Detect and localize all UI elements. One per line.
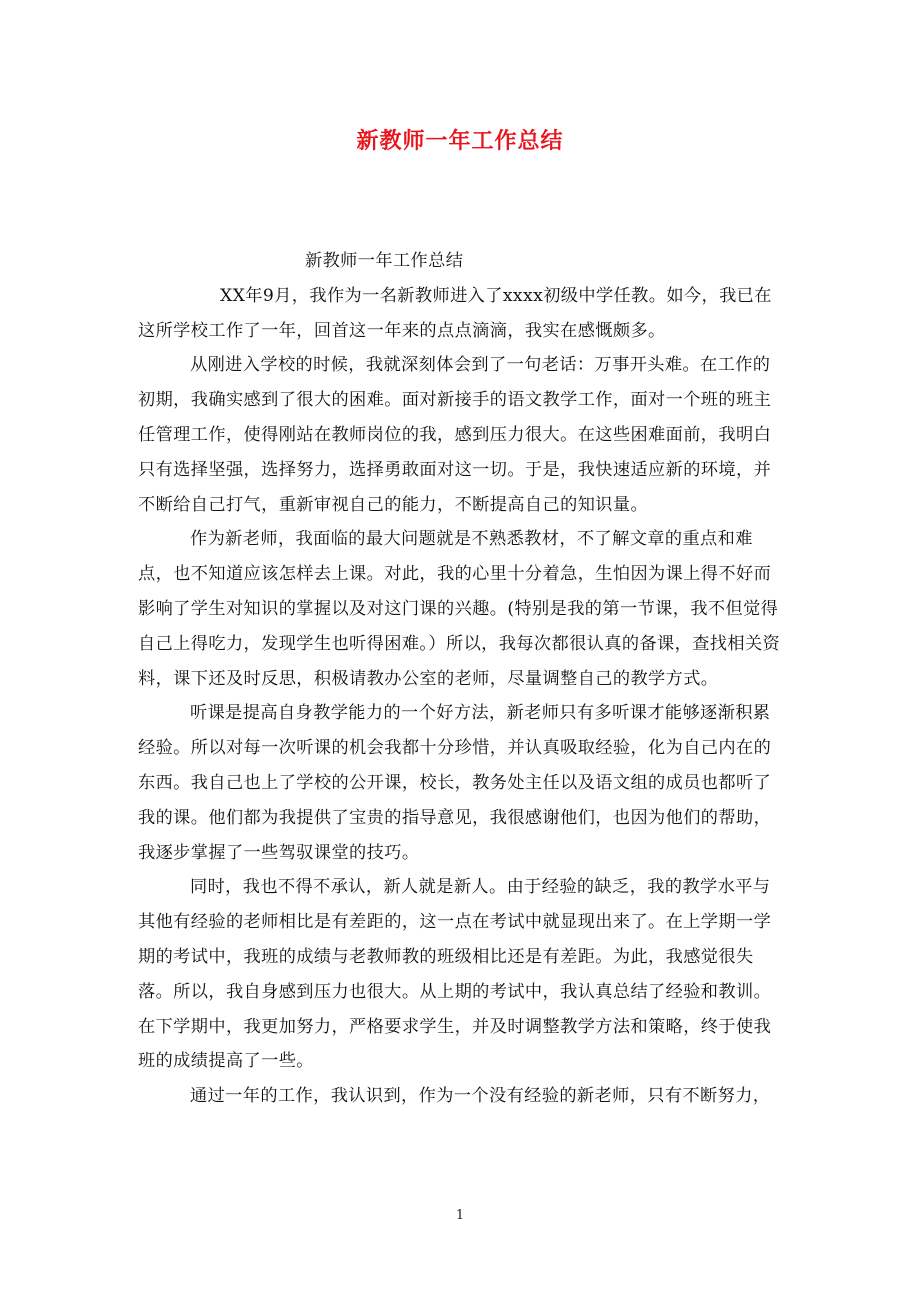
page-number: 1 [455,1208,465,1223]
document-title: 新教师一年工作总结 [356,128,564,154]
paragraph-4: 听课是提高自身教学能力的一个好方法，新老师只有多听课才能够逐渐积累经验。所以对每一次听课的机会我都十分珍惜，并认真吸取经验，化为自己内在的东西。我自己也上了学校的公开课，校长，教务处主任以及语文组的成员也都听了我的课。他们都为我提供了宝贵的指导意见，我很感谢他们，也因为他们的帮助，我逐步掌握了一些驾驭课堂的技巧。 [138,703,772,863]
paragraph-2: 从刚进入学校的时候，我就深刻体会到了一句老话：万事开头难。在工作的初期，我确实感到了很大的困难。面对新接手的语文教学工作，面对一个班的班主任管理工作，使得刚站在教师岗位的我，感到压力很大。在这些困难面前，我明白只有选择坚强，选择努力，选择勇敢面对这一切。于是，我快速适应新的环境，并不断给自己打气，重新审视自己的能力，不断提高自己的知识量。 [138,355,772,515]
document-body [138,244,786,1114]
paragraph-5: 同时，我也不得不承认，新人就是新人。由于经验的缺乏，我的教学水平与其他有经验的老师相比是有差距的，这一点在考试中就显现出来了。在上学期一学期的考试中，我班的成绩与老教师教的班级相比还是有差距。为此，我感觉很失落。所以，我自身感到压力也很大。从上期的考试中，我认真总结了经验和教训。在下学期中，我更加努力，严格要求学生，并及时调整教学方法和策略，终于使我班的成绩提高了一些。 [138,877,772,1072]
document-subtitle: 新教师一年工作总结 [305,251,464,271]
paragraph-6: 通过一年的工作，我认识到，作为一个没有经验的新老师，只有不断努力， [190,1086,771,1107]
paragraph-3: 作为新老师，我面临的最大问题就是不熟悉教材，不了解文章的重点和难点，也不知道应该怎样去上课。对此，我的心里十分着急，生怕因为课上得不好而影响了学生对知识的掌握以及对这门课的兴趣。(特别是我的第一节课，我不但觉得自己上得吃力，发现学生也听得困难。）所以，我每次都很认真的备课，查找相关资料，课下还及时反思，积极请教办公室的老师，尽量调整自己的教学方式。 [138,529,781,689]
paragraph-intro: XX年9月，我作为一名新教师进入了xxxx初级中学任教。如今，我已在这所学校工作了一年，回首这一年来的点点滴滴，我实在感慨颇多。 [138,285,772,341]
